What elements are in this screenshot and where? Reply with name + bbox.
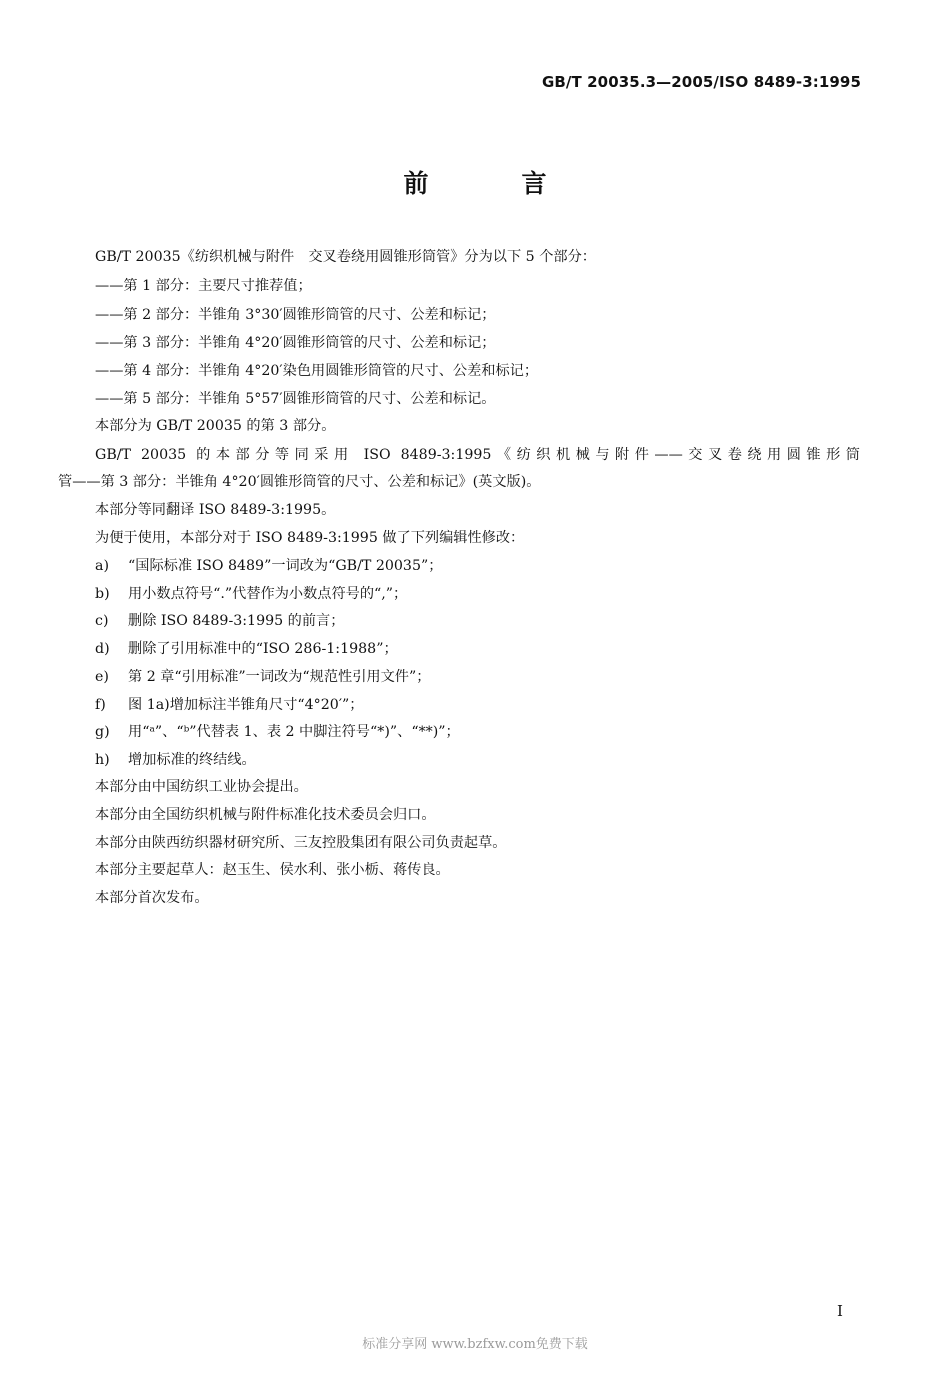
first-issue-paragraph: 本部分首次发布。 xyxy=(95,890,209,906)
part-list-item: ——第 4 部分：半锥角 4°20′染色用圆锥形筒管的尺寸、公差和标记； xyxy=(95,363,539,379)
edit-item-text: 增加标准的终结线。 xyxy=(128,752,256,768)
edit-item-text: 第 2 章“引用标准”一词改为“规范性引用文件”； xyxy=(128,669,431,685)
part-list-item: ——第 2 部分：半锥角 3°30′圆锥形筒管的尺寸、公差和标记； xyxy=(95,307,496,323)
scope-paragraph: 本部分为 GB/T 20035 的第 3 部分。 xyxy=(95,418,336,434)
edit-item xyxy=(95,722,460,742)
edit-item-text: 用“ᵃ”、“ᵇ”代替表 1、表 2 中脚注符号“*)”、“**)”； xyxy=(128,724,460,740)
part-list-item: ——第 5 部分：半锥角 5°57′圆锥形筒管的尺寸、公差和标记。 xyxy=(95,391,496,407)
edit-item-label: h) xyxy=(95,752,110,768)
edit-item xyxy=(95,667,430,687)
drafters-paragraph: 本部分主要起草人：赵玉生、侯水利、张小栃、蒋传良。 xyxy=(95,862,450,878)
edit-item xyxy=(95,750,256,770)
drafting-units-paragraph: 本部分由陕西纺织器材研究所、三友控股集团有限公司负责起草。 xyxy=(95,835,507,851)
edit-item-label: e) xyxy=(95,669,109,685)
edit-item-text: 删除了引用标准中的“ISO 286-1:1988”； xyxy=(128,641,398,657)
intro-paragraph: GB/T 20035《纺织机械与附件 交叉卷绕用圆锥形筒管》分为以下 5 个部分： xyxy=(95,249,596,265)
edit-item-text: 图 1a)增加标注半锥角尺寸“4°20′”； xyxy=(128,697,364,713)
edit-item xyxy=(95,639,398,659)
edit-item xyxy=(95,584,407,604)
adoption-paragraph-line1: GB/T 20035 的本部分等同采用 ISO 8489-3:1995《纺织机械与附件——交叉卷绕用圆锥形筒 xyxy=(95,447,860,463)
proposer-paragraph: 本部分由中国纺织工业协会提出。 xyxy=(95,779,308,795)
edits-intro-paragraph: 为便于使用，本部分对于 ISO 8489-3:1995 做了下列编辑性修改： xyxy=(95,530,525,546)
part-list-item: ——第 3 部分：半锥角 4°20′圆锥形筒管的尺寸、公差和标记； xyxy=(95,335,496,351)
edit-item xyxy=(95,611,344,631)
standard-number-header: GB/T 20035.3—2005/ISO 8489-3:1995 xyxy=(541,73,861,91)
footer-watermark: 标准分享网 www.bzfxw.com免费下载 xyxy=(362,1337,588,1352)
page-number: I xyxy=(837,1302,843,1320)
edit-item-label: d) xyxy=(95,641,110,657)
edit-item-label: a) xyxy=(95,558,109,574)
edit-item-text: “国际标准 ISO 8489”一词改为“GB/T 20035”； xyxy=(128,558,443,574)
edit-item xyxy=(95,556,442,576)
committee-paragraph: 本部分由全国纺织机械与附件标准化技术委员会归口。 xyxy=(95,807,436,823)
edit-item-label: g) xyxy=(95,724,110,740)
edit-item-label: b) xyxy=(95,586,110,602)
edit-item-label: c) xyxy=(95,613,109,629)
edit-item-text: 用小数点符号“.”代替作为小数点符号的“,”； xyxy=(128,586,408,602)
edit-item-text: 删除 ISO 8489-3:1995 的前言； xyxy=(128,613,345,629)
adoption-paragraph-line2: 管——第 3 部分：半锥角 4°20′圆锥形筒管的尺寸、公差和标记》(英文版)。 xyxy=(58,474,541,490)
part-list-item: ——第 1 部分：主要尺寸推荐值； xyxy=(95,278,312,294)
edit-item xyxy=(95,695,364,715)
edit-item-label: f) xyxy=(95,697,106,713)
translation-paragraph: 本部分等同翻译 ISO 8489-3:1995。 xyxy=(95,502,336,518)
page-title: 前 言 xyxy=(403,169,581,198)
